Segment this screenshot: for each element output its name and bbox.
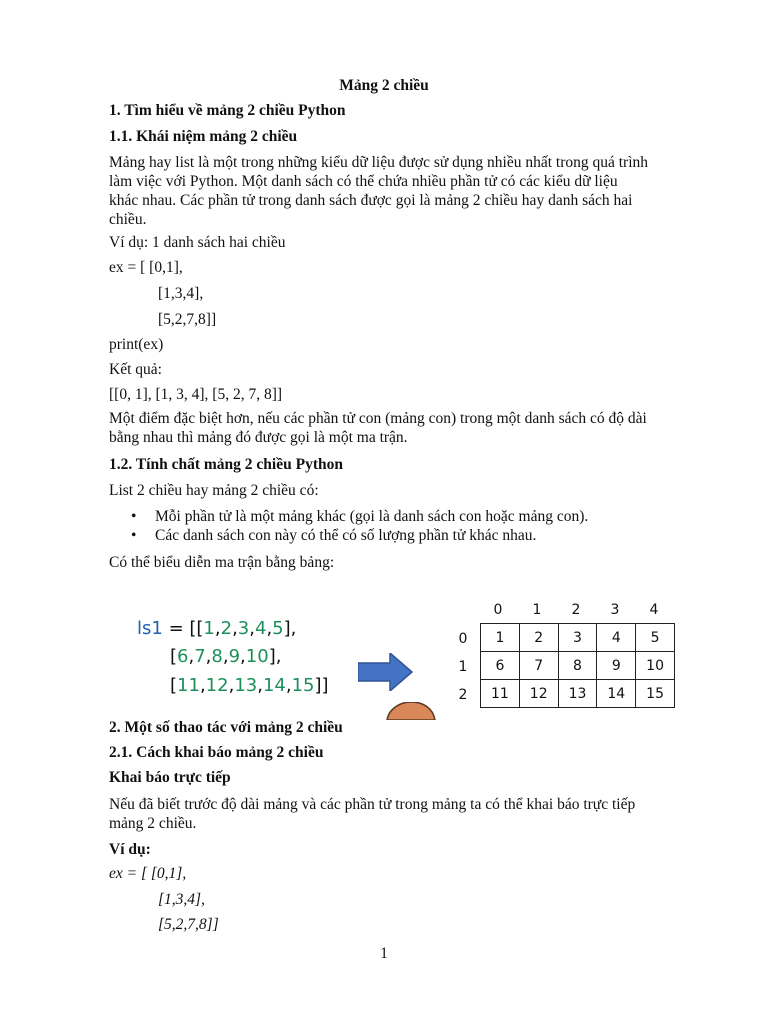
table-cell: 13 (558, 680, 597, 708)
bullet-item: Mỗi phần tử là một mảng khác (gọi là danh sách con hoặc mảng con). (155, 508, 589, 525)
row-header: 0 (458, 631, 468, 647)
table-cell: 6 (481, 652, 520, 680)
paragraph-line: bằng nhau thì mảng đó được gọi là một ma trận. (109, 429, 408, 446)
table-intro: Có thể biểu diễn ma trận bằng bảng: (109, 554, 335, 571)
code-line: [1,3,4], (158, 285, 204, 302)
table-cell: 15 (636, 680, 675, 708)
table-cell: 1 (481, 624, 520, 652)
bullet-dot: • (131, 527, 137, 544)
paragraph-line: mảng 2 chiều. (109, 815, 197, 832)
example-intro: Ví dụ: 1 danh sách hai chiều (109, 234, 286, 251)
paragraph-line: Nếu đã biết trước độ dài mảng và các phần tử trong mảng ta có thể khai báo trực tiếp (109, 796, 636, 813)
page-number: 1 (380, 945, 388, 962)
code-line: ex = [ [0,1], (109, 259, 183, 276)
code-line: print(ex) (109, 336, 164, 353)
column-header: 2 (571, 602, 581, 618)
example-2-label: Ví dụ: (109, 841, 151, 858)
arrow-right-icon (358, 653, 413, 691)
direct-declaration-heading: Khai báo trực tiếp (109, 769, 231, 786)
code-line: [1,3,4], (158, 891, 205, 908)
column-header: 3 (610, 602, 620, 618)
table-cell: 3 (558, 624, 597, 652)
section-2-heading: 2. Một số thao tác với mảng 2 chiều (109, 719, 343, 736)
matrix-figure (115, 590, 675, 720)
paragraph-line: Mảng hay list là một trong những kiểu dữ liệu được sử dụng nhiều nhất trong quá trình (109, 154, 649, 171)
table-cell: 12 (519, 680, 558, 708)
column-header: 4 (649, 602, 659, 618)
result-value: [[0, 1], [1, 3, 4], [5, 2, 7, 8]] (109, 386, 283, 403)
bullet-item: Các danh sách con này có thể có số lượng phần tử khác nhau. (155, 527, 537, 544)
table-cell: 4 (597, 624, 636, 652)
table-cell: 5 (636, 624, 675, 652)
section-2-1-heading: 2.1. Cách khai báo mảng 2 chiều (109, 744, 324, 761)
paragraph-line: làm việc với Python. Một danh sách có thể chứa nhiều phần tử có các kiểu dữ liệu (109, 173, 618, 190)
code-line: [5,2,7,8]] (158, 311, 217, 328)
character-head-icon (385, 702, 437, 720)
table-cell: 7 (519, 652, 558, 680)
column-header: 0 (493, 602, 503, 618)
section-1-heading: 1. Tìm hiểu về mảng 2 chiều Python (109, 102, 346, 119)
bullet-dot: • (131, 508, 137, 525)
code-line: [5,2,7,8]] (158, 916, 219, 933)
page-title: Mảng 2 chiều (339, 77, 429, 94)
paragraph-line: chiều. (109, 211, 147, 228)
code-line: ex = [ [0,1], (109, 865, 187, 882)
result-label: Kết quả: (109, 361, 162, 378)
row-header: 2 (458, 687, 468, 703)
table-cell: 8 (558, 652, 597, 680)
table-row (481, 652, 675, 680)
matrix-table (480, 623, 675, 708)
table-cell: 2 (519, 624, 558, 652)
table-cell: 11 (481, 680, 520, 708)
figure-code-name: ls1 (137, 618, 163, 639)
section-1-2-intro: List 2 chiều hay mảng 2 chiều có: (109, 482, 319, 499)
table-row (481, 680, 675, 708)
table-row (481, 624, 675, 652)
table-cell: 9 (597, 652, 636, 680)
table-cell: 14 (597, 680, 636, 708)
figure-code-row: [6,7,8,9,10], (170, 646, 282, 667)
section-1-1-heading: 1.1. Khái niệm mảng 2 chiều (109, 128, 298, 145)
row-header: 1 (458, 659, 468, 675)
section-1-2-heading: 1.2. Tính chất mảng 2 chiều Python (109, 456, 343, 473)
table-cell: 10 (636, 652, 675, 680)
column-header: 1 (532, 602, 542, 618)
paragraph-line: khác nhau. Các phần tử trong danh sách được gọi là mảng 2 chiều hay danh sách hai (109, 192, 633, 209)
figure-code: ls1 = [[1,2,3,4,5], (137, 618, 297, 639)
paragraph-line: Một điểm đặc biệt hơn, nếu các phần tử con (mảng con) trong một danh sách có độ dài (109, 410, 647, 427)
figure-code-row: [11,12,13,14,15]] (170, 675, 329, 696)
